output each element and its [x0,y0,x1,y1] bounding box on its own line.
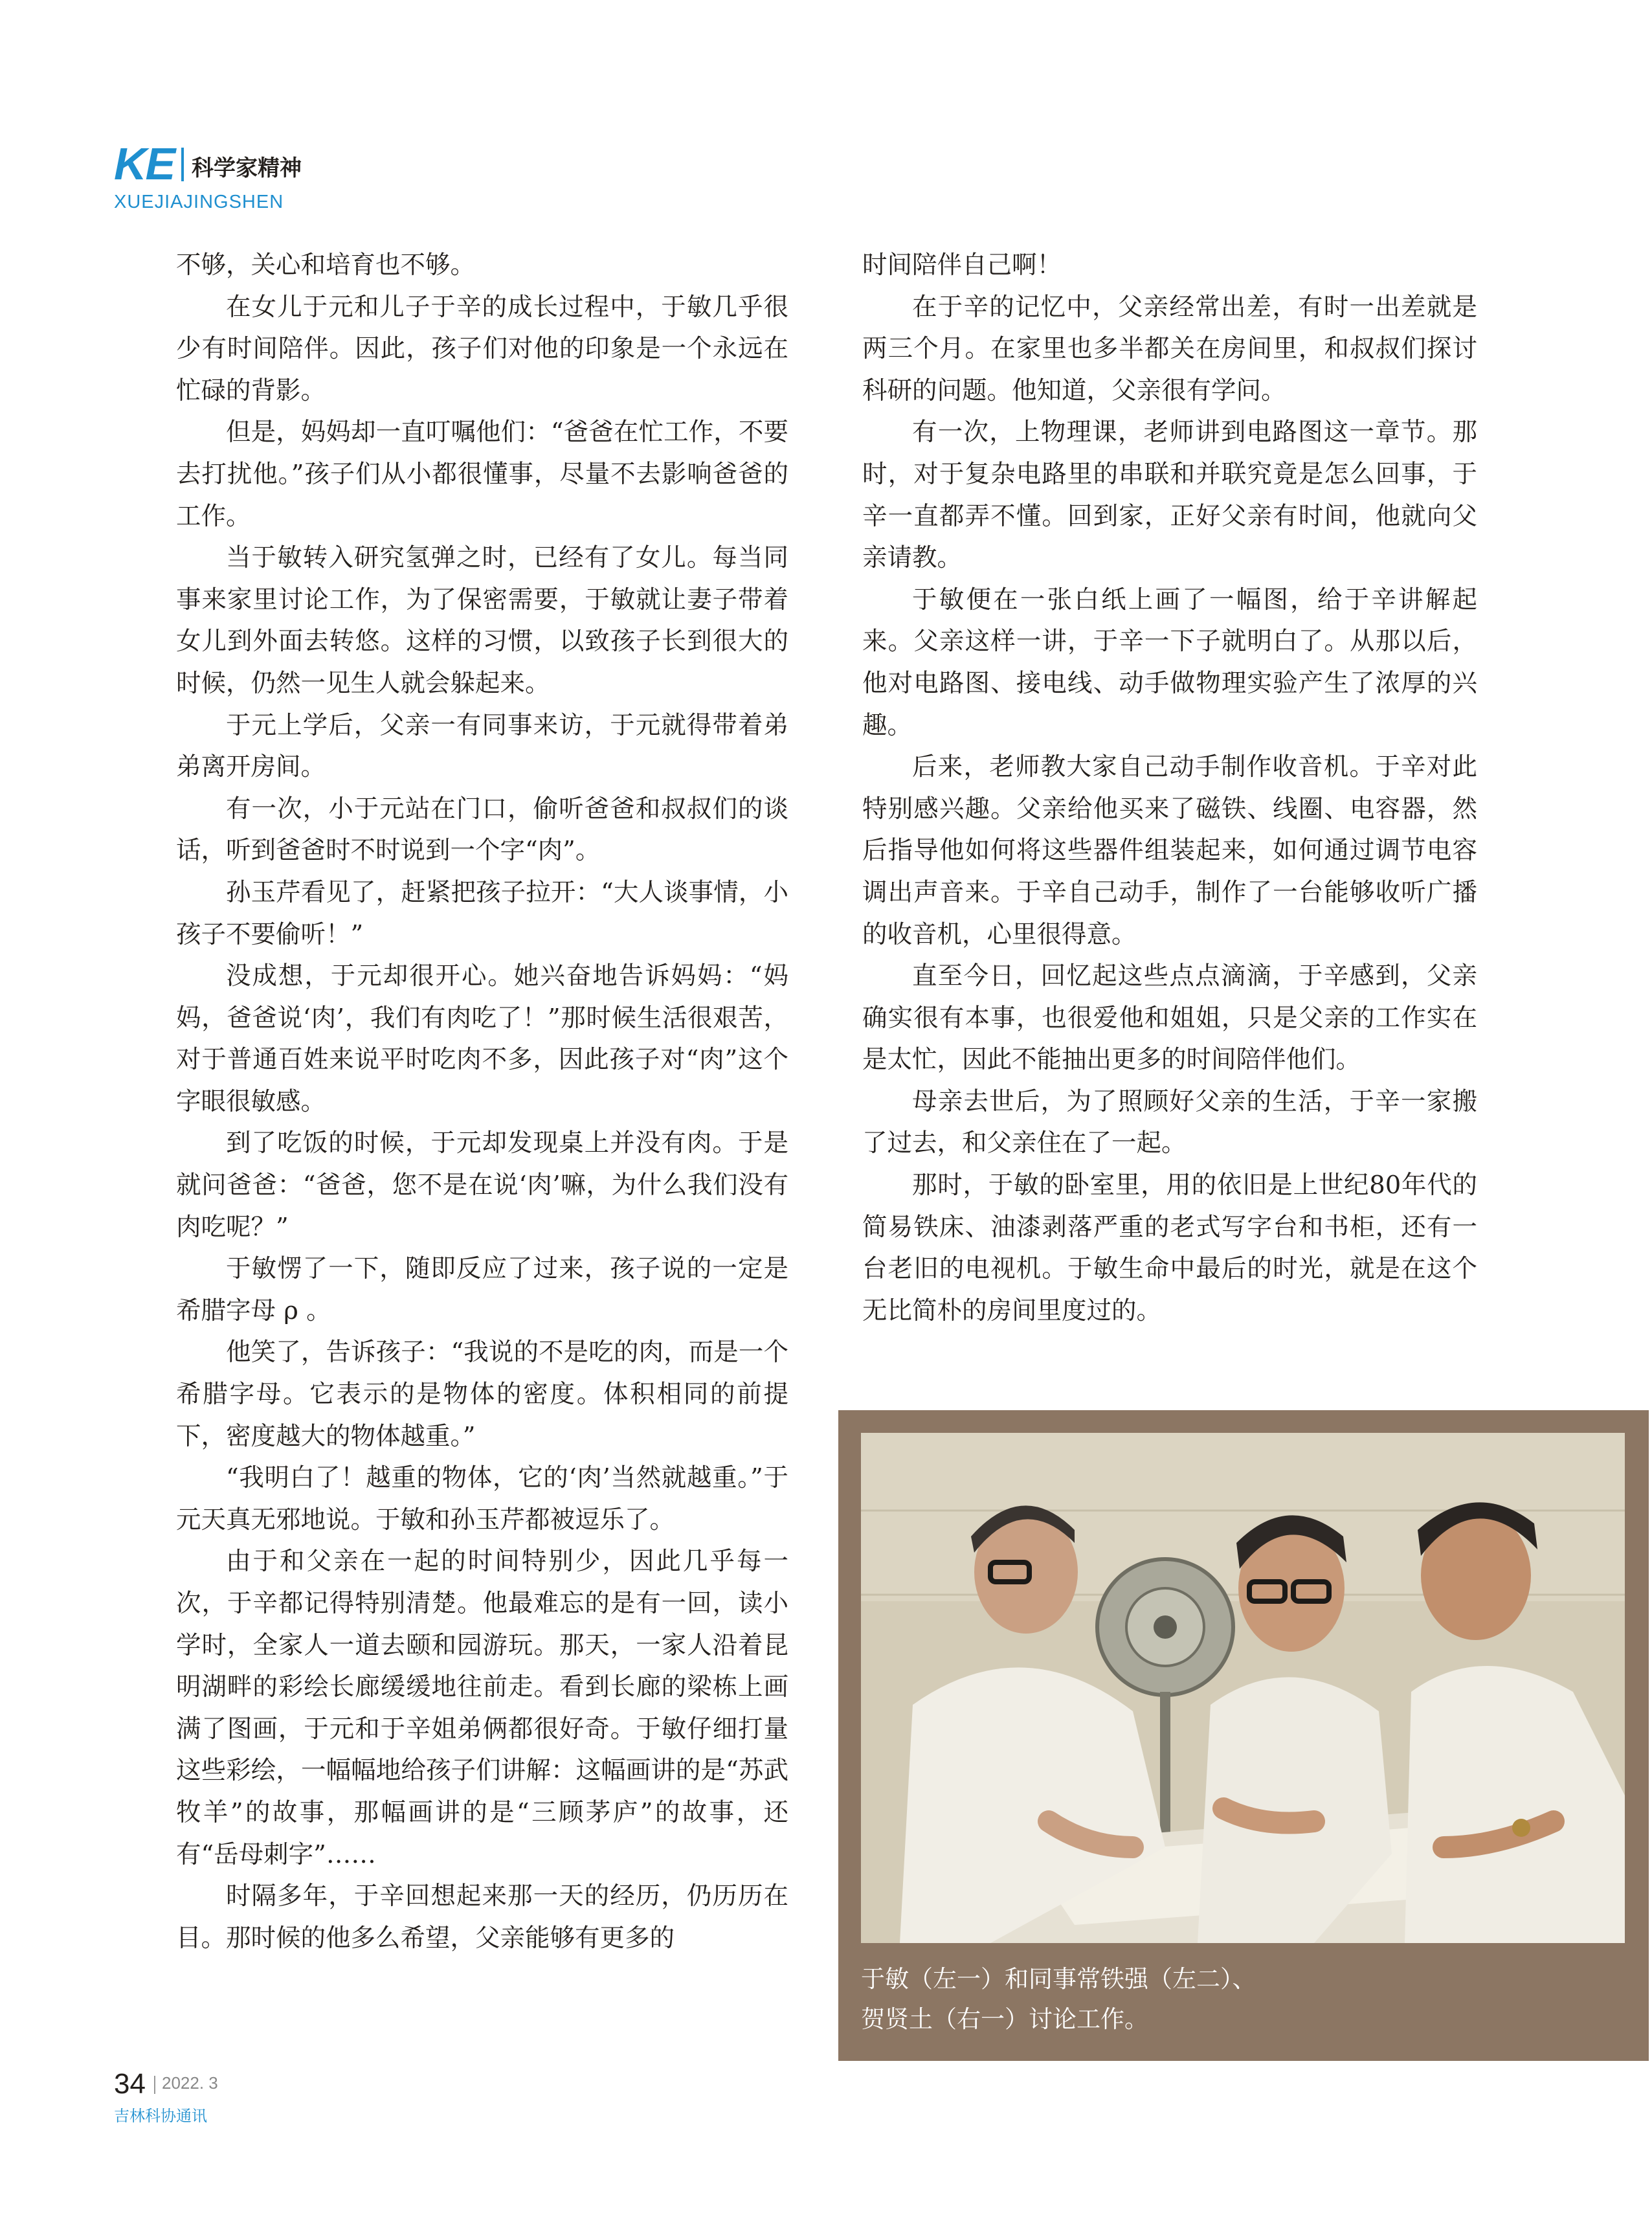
paragraph: 后来，老师教大家自己动手制作收音机。于辛对此特别感兴趣。父亲给他买来了磁铁、线圈、电容器，然后指导他如何将这些器件组装起来，如何通过调节电容调出声音来。于辛自己动手，制作了一台能够收听广播的收音机，心里很得意。 [862,752,1477,949]
caption-line: 于敏（左一）和同事常铁强（左二）、 [861,1965,1256,1993]
section-pinyin: XUEJIAJINGSHEN [114,192,284,212]
left-column [176,245,788,1959]
footer-divider [154,2076,155,2094]
paragraph: 他笑了，告诉孩子：“我说的不是吃的肉，而是一个希腊字母。它表示的是物体的密度。体积相同的前提下，密度越大的物体越重。” [176,1338,788,1451]
paragraph: 当于敏转入研究氢弹之时，已经有了女儿。每当同事来家里讨论工作，为了保密需要，于敏就让妻子带着女儿到外面去转悠。这样的习惯，以致孩子长到很大的时候，仍然一见生人就会躲起来。 [176,543,788,698]
paragraph: 有一次，上物理课，老师讲到电路图这一章节。那时，对于复杂电路里的串联和并联究竟是怎么回事，于辛一直都弄不懂。回到家，正好父亲有时间，他就向父亲请教。 [862,418,1477,573]
paragraph: 有一次，小于元站在门口，偷听爸爸和叔叔们的谈话，听到爸爸时不时说到一个字“肉”。 [176,794,788,866]
paragraph: 直至今日，回忆起这些点点滴滴，于辛感到，父亲确实很有本事，也很爱他和姐姐，只是父亲的工作实在是太忙，因此不能抽出更多的时间陪伴他们。 [862,961,1477,1075]
paragraph: 在女儿于元和儿子于辛的成长过程中，于敏几乎很少有时间陪伴。因此，孩子们对他的印象是一个永远在忙碌的背影。 [176,292,788,405]
paragraph: 于敏便在一张白纸上画了一幅图，给于辛讲解起来。父亲这样一讲，于辛一下子就明白了。从那以后，他对电路图、接电线、动手做物理实验产生了浓厚的兴趣。 [862,585,1477,740]
paragraph: 不够，关心和培育也不够。 [176,251,476,280]
photo-illustration [861,1433,1625,1943]
ke-logo: KE [114,139,175,189]
historical-photo [861,1433,1625,1943]
right-column [862,245,1477,1332]
section-title: 科学家精神 [192,155,302,181]
paragraph: 在于辛的记忆中，父亲经常出差，有时一出差就是两三个月。在家里也多半都关在房间里，和叔叔们探讨科研的问题。他知道，父亲很有学问。 [862,292,1477,405]
paragraph: 于元上学后，父亲一有同事来访，于元就得带着弟弟离开房间。 [176,710,788,782]
paragraph: 没成想，于元却很开心。她兴奋地告诉妈妈：“妈妈，爸爸说‘肉’，我们有肉吃了！”那时候生活很艰苦，对于普通百姓来说平时吃肉不多，因此孩子对“肉”这个字眼很敏感。 [176,961,788,1116]
paragraph: 由于和父亲在一起的时间特别少，因此几乎每一次，于辛都记得特别清楚。他最难忘的是有一回，读小学时，全家人一道去颐和园游玩。那天，一家人沿着昆明湖畔的彩绘长廊缓缓地往前走。看到长廊的梁栋上画满了图画，于元和于辛姐弟俩都很好奇。于敏仔细打量这些彩绘，一幅幅地给孩子们讲解：这幅画讲的是“苏武牧羊”的故事，那幅画讲的是“三顾茅庐”的故事，还有“岳母刺字”…… [176,1547,788,1869]
journal-name: 吉林科协通讯 [114,2107,207,2125]
paragraph: 那时，于敏的卧室里，用的依旧是上世纪80年代的简易铁床、油漆剥落严重的老式写字台和书柜，还有一台老旧的电视机。于敏生命中最后的时光，就是在这个无比简朴的房间里度过的。 [862,1171,1477,1325]
paragraph: 时间陪伴自己啊！ [862,251,1062,280]
paragraph: 于敏愣了一下，随即反应了过来，孩子说的一定是希腊字母 ρ 。 [176,1254,788,1325]
photo-caption [861,1959,1625,2040]
issue-date: 2022. 3 [162,2073,218,2093]
logo-divider [181,148,184,181]
page-number: 34 [114,2068,146,2100]
paragraph: 时隔多年，于辛回想起来那一天的经历，仍历历在目。那时候的他多么希望，父亲能够有更多的 [176,1882,788,1953]
paragraph: 但是，妈妈却一直叮嘱他们：“爸爸在忙工作，不要去打扰他。”孩子们从小都很懂事，尽量不去影响爸爸的工作。 [176,418,788,531]
photo-frame [838,1410,1649,2061]
paragraph: 到了吃饭的时候，于元却发现桌上并没有肉。于是就问爸爸：“爸爸，您不是在说‘肉’嘛，为什么我们没有肉吃呢？” [176,1129,788,1242]
paragraph: “我明白了！越重的物体，它的‘肉’当然就越重。”于元天真无邪地说。于敏和孙玉芹都被逗乐了。 [176,1463,788,1535]
caption-line: 贺贤土（右一）讨论工作。 [861,2005,1148,2033]
paragraph: 母亲去世后，为了照顾好父亲的生活，于辛一家搬了过去，和父亲住在了一起。 [862,1086,1477,1158]
paragraph: 孙玉芹看见了，赶紧把孩子拉开：“大人谈事情，小孩子不要偷听！” [176,877,788,949]
